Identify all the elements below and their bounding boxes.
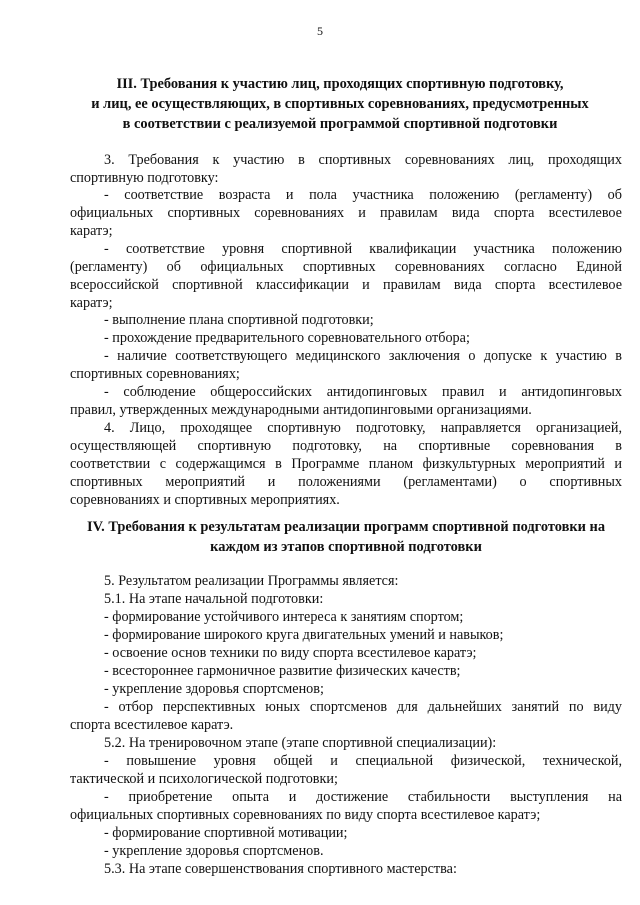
section-4-heading-line: каждом из этапов спортивной подготовки xyxy=(210,539,482,555)
list-item-line: - отбор перспективных юных спортсменов для дальнейших занятий по виду xyxy=(104,699,622,715)
page-number: 5 xyxy=(317,24,323,38)
list-item-line: (регламенту) об официальных спортивных соревнованиях согласно Единой xyxy=(70,259,622,275)
paragraph-line: осуществляющей спортивную подготовку, на спортивные соревнования в xyxy=(70,438,622,454)
paragraph-line: 3. Требования к участию в спортивных соревнованиях лиц, проходящих xyxy=(104,152,622,168)
paragraph-line: 5.3. На этапе совершенствования спортивного мастерства: xyxy=(104,861,457,877)
list-item-line: - освоение основ техники по виду спорта всестилевое каратэ; xyxy=(104,645,477,661)
section-4-heading-line: IV. Требования к результатам реализации программ спортивной подготовки на xyxy=(86,519,606,535)
paragraph-line: 5.2. На тренировочном этапе (этапе спортивной специализации): xyxy=(104,735,497,751)
paragraph-line: соответствии с содержащимся в Программе планом физкультурных мероприятий и xyxy=(70,456,622,472)
list-item-line: - повышение уровня общей и специальной физической, технической, xyxy=(104,753,622,769)
list-item-line: официальных спортивных соревнованиях и правилам вида спорта всестилевое xyxy=(70,205,622,221)
paragraph-line: 5. Результатом реализации Программы является: xyxy=(104,573,399,589)
list-item-line: - приобретение опыта и достижение стабильности выступления на xyxy=(104,789,622,805)
paragraph-line: соревнованиях и спортивных мероприятиях. xyxy=(70,492,340,508)
list-item-line: спорта всестилевое каратэ. xyxy=(70,717,234,733)
paragraph-line: 4. Лицо, проходящее спортивную подготовку, направляется организацией, xyxy=(104,420,622,436)
list-item-line: - укрепление здоровья спортсменов; xyxy=(104,681,324,697)
list-item-line: официальных спортивных соревнованиях по виду спорта всестилевое каратэ; xyxy=(70,807,541,823)
list-item-line: - соответствие возраста и пола участника положению (регламенту) об xyxy=(104,187,622,203)
list-item-line: - соответствие уровня спортивной квалификации участника положению xyxy=(104,241,622,257)
list-item-line: - формирование спортивной мотивации; xyxy=(104,825,348,841)
list-item-line: каратэ; xyxy=(70,223,113,239)
list-item-line: - формирование устойчивого интереса к занятиям спортом; xyxy=(104,609,464,625)
section-3-heading-line: и лиц, ее осуществляющих, в спортивных соревнованиях, предусмотренных xyxy=(91,96,589,112)
list-item-line: - наличие соответствующего медицинского заключения о допуске к участию в xyxy=(104,348,622,364)
paragraph-line: спортивных мероприятий и положениями (регламентами) о спортивных xyxy=(70,474,622,490)
list-item-line: - формирование широкого круга двигательных умений и навыков; xyxy=(104,627,504,643)
paragraph-line: 5.1. На этапе начальной подготовки: xyxy=(104,591,324,607)
list-item-line: спортивных соревнованиях; xyxy=(70,366,240,382)
section-3-heading-line: III. Требования к участию лиц, проходящих спортивную подготовку, xyxy=(116,76,564,92)
paragraph-line: спортивную подготовку: xyxy=(70,170,219,186)
list-item-line: всероссийской спортивной классификации и правилам вида спорта всестилевое xyxy=(70,277,622,293)
list-item-line: - выполнение плана спортивной подготовки; xyxy=(104,312,374,328)
list-item-line: - прохождение предварительного соревновательного отбора; xyxy=(104,330,470,346)
section-3-heading-line: в соответствии с реализуемой программой спортивной подготовки xyxy=(122,116,558,132)
list-item-line: тактической и психологической подготовки; xyxy=(70,771,338,787)
list-item-line: каратэ; xyxy=(70,295,113,311)
list-item-line: правил, утвержденных международными антидопинговыми организациями. xyxy=(70,402,532,418)
list-item-line: - соблюдение общероссийских антидопинговых правил и антидопинговых xyxy=(104,384,622,400)
list-item-line: - укрепление здоровья спортсменов. xyxy=(104,843,324,859)
list-item-line: - всестороннее гармоничное развитие физических качеств; xyxy=(104,663,461,679)
